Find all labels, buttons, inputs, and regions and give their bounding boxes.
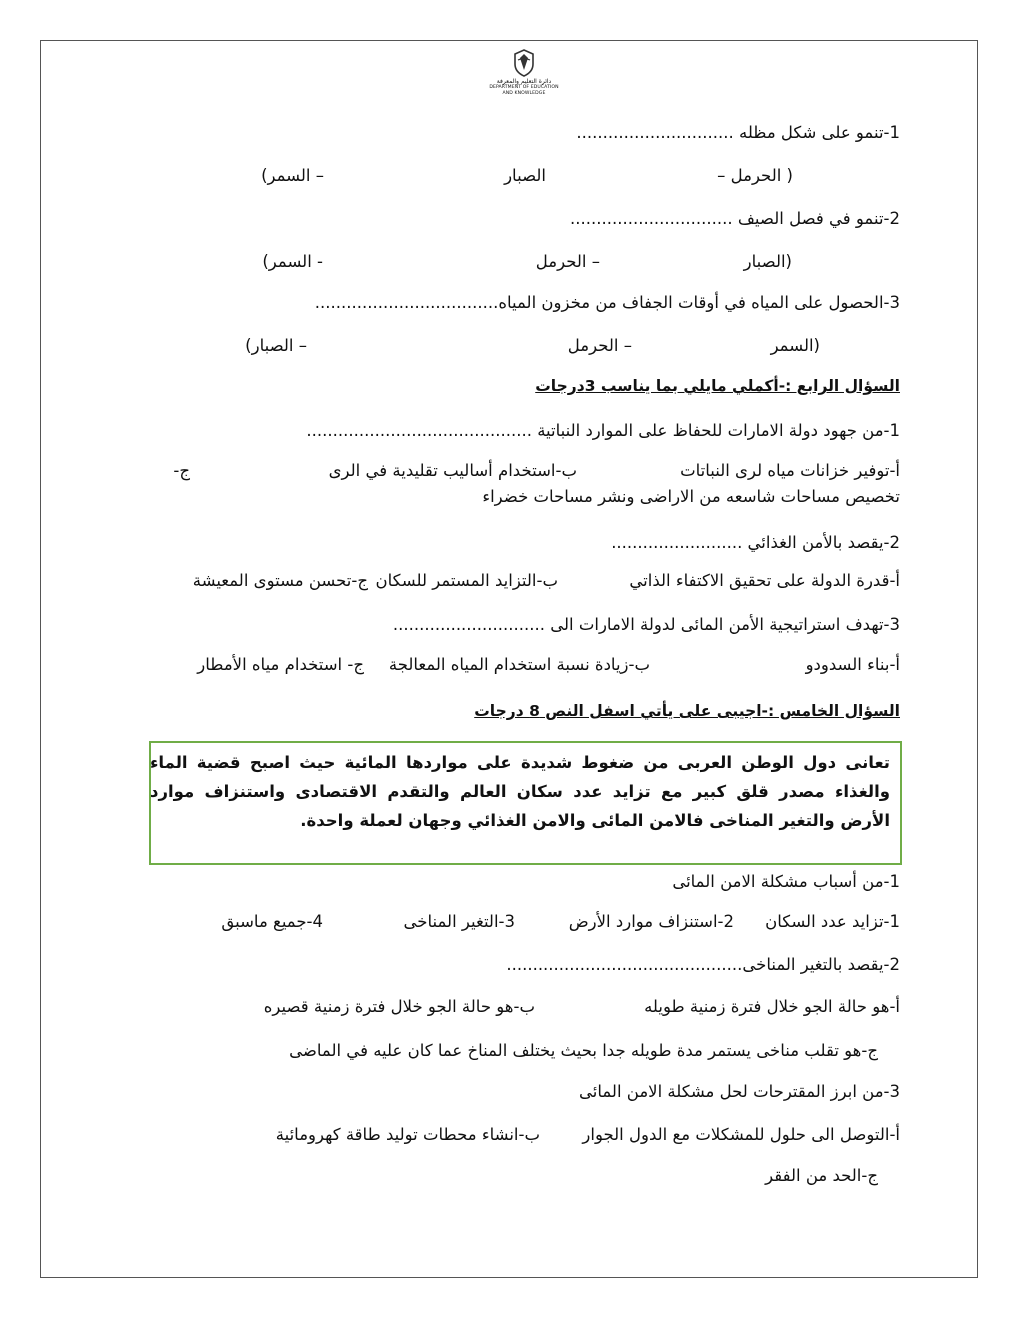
logo-english-line-2: AND KNOWLEDGE [502,90,546,96]
q3-item2-option-b: – الحرمل [535,252,600,271]
logo-arabic-text: دائرة التعليم والمعرفة [496,78,552,85]
q3-item1-option-c: – السمر) [261,166,324,185]
q4-item1-option-b: ب-استخدام أساليب تقليدية في الرى [328,461,577,480]
q4-item1-option-c-prefix: ج- [173,461,190,480]
q3-item2-option-c: - السمر) [262,252,323,271]
q3-item3-option-c: – الصبار) [245,336,307,355]
q4-item2-option-c: ج-تحسن مستوى المعيشة [192,571,368,590]
q4-item3-option-a: أ-بناء السدودو [805,655,900,674]
q5-item1-stem: 1-من أسباب مشكلة الامن المائى [672,872,900,891]
q3-item3-option-b: – الحرمل [567,336,632,355]
q5-passage: تعانى دول الوطن العربى من ضغوط شديدة على مواردها المائية حيث اصبح قضية الماء والغذاء مصدر قلق كبير مع تزايد عدد سكان العالم والتقدم الاقتصادى واستنزاف موارد الأرض والتغير المناخى فالامن المائى والامن الغذائي وجهان لعملة واحدة. [150,753,890,830]
q5-item2-stem: 2-يقصد بالتغير المناخى............................................. [506,955,900,974]
q4-item3-option-b: ب-زيادة نسبة استخدام المياه المعالجة [388,655,650,674]
q3-item1-option-a: ( الحرمل – [717,166,793,185]
q4-item2-stem: 2-يقصد بالأمن الغذائي ......................... [611,533,900,552]
q5-item1-option-2: 2-استنزاف موارد الأرض [568,912,734,931]
q5-item3-stem: 3-من ابرز المقترحات لحل مشكلة الامن المائى [579,1082,900,1101]
falcon-emblem-icon [507,48,541,78]
q3-item3-option-a: (السمر [770,336,820,355]
q5-item1-option-3: 3-التغير المناخى [403,912,515,931]
q5-item1-option-4: 4-جميع ماسبق [221,912,323,931]
q5-item2-option-a: أ-هو حالة الجو خلال فترة زمنية طويله [644,997,900,1016]
q4-item1-option-c-text: تخصيص مساحات شاسعه من الاراضى ونشر مساحات خضراء [482,487,900,506]
q5-item3-option-a: أ-التوصل الى حلول للمشكلات مع الدول الجوار [582,1125,900,1144]
q3-item2-stem: 2-تنمو في فصل الصيف ............................... [570,209,900,228]
q4-heading: السؤال الرابع :-أكملي مايلي بما يناسب 3درجات [535,377,900,395]
q5-item2-option-c: ج-هو تقلب مناخى يستمر مدة طويله جدا بحيث يختلف المناخ عما كان عليه في الماضى [289,1041,878,1060]
logo-english-line-1: DEPARTMENT OF EDUCATION [489,85,559,90]
q5-item3-option-c: ج-الحد من الفقر [765,1166,878,1185]
q3-item3-stem: 3-الحصول على المياه في أوقات الجفاف من مخزون المياه................................... [314,293,900,312]
department-logo [482,48,566,96]
q3-item1-stem: 1-تنمو على شكل مظله .............................. [576,123,900,142]
q3-item2-option-a: (الصبار [743,252,792,271]
q5-heading: السؤال الخامس :-اجيبى على يأتي اسفل النص 8 درجات [474,702,900,720]
q4-item2-option-b: ب-التزايد المستمر للسكان [375,571,558,590]
q5-item2-option-b: ب-هو حالة الجو خلال فترة زمنية قصيره [263,997,535,1016]
q5-item1-option-1: 1-تزايد عدد السكان [765,912,900,931]
q4-item3-stem: 3-تهدف استراتيجية الأمن المائى لدولة الامارات الى ............................. [392,615,900,634]
q4-item1-option-a: أ-توفير خزانات مياه لرى النباتات [680,461,900,480]
q4-item3-option-c: ج- استخدام مياه الأمطار [197,655,364,674]
q5-item3-option-b: ب-انشاء محطات توليد طاقة كهرومائية [275,1125,540,1144]
q4-item1-stem: 1-من جهود دولة الامارات للحفاظ على الموارد النباتية ........................................... [306,421,900,440]
q4-item2-option-a: أ-قدرة الدولة على تحقيق الاكتفاء الذاتي [629,571,900,590]
q3-item1-option-b: الصبار [504,166,546,185]
